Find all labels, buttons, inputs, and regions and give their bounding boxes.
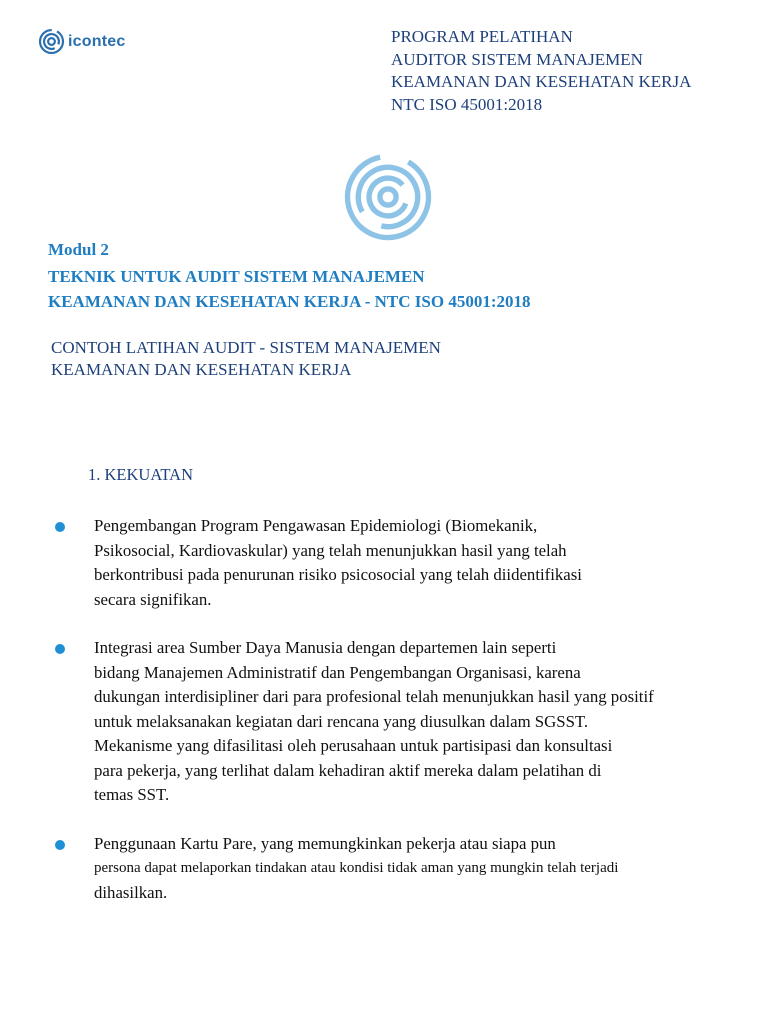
brand-name: icontec <box>68 32 126 50</box>
module-title-line: KEAMANAN DAN KESEHATAN KERJA - NTC ISO 45001:2018 <box>48 291 531 311</box>
module-title <box>48 265 530 314</box>
bullet-text-line: Pengembangan Program Pengawasan Epidemiologi (Biomekanik, <box>94 516 538 535</box>
module-subtitle <box>51 337 441 381</box>
bullet-dot-icon <box>55 522 65 532</box>
bullet-text-line: untuk melaksanakan kegiatan dari rencana yang diusulkan dalam SGSST. <box>94 711 589 731</box>
module-title-line: TEKNIK UNTUK AUDIT SISTEM MANAJEMEN <box>48 267 425 286</box>
bullet-text-line: persona dapat melaporkan tindakan atau kondisi tidak aman yang mungkin telah terjadi <box>94 860 619 876</box>
module-number: Modul 2 <box>48 240 109 259</box>
bullet-text-line: Integrasi area Sumber Daya Manusia dengan departemen lain seperti <box>94 638 557 657</box>
icontec-emblem-icon <box>343 152 433 242</box>
bullet-dot-icon <box>55 644 65 654</box>
program-line: PROGRAM PELATIHAN <box>391 27 573 46</box>
list-item <box>55 636 735 808</box>
list-item <box>55 832 735 906</box>
bullet-text-line: para pekerja, yang terlihat dalam kehadiran aktif mereka dalam pelatihan di <box>94 760 602 780</box>
bullet-text-line: temas SST. <box>94 785 170 804</box>
section-heading: 1. KEKUATAN <box>88 465 194 484</box>
icontec-logo <box>38 28 125 55</box>
bullet-text-line: berkontribusi pada penurunan risiko psicosocial yang telah diidentifikasi <box>94 565 582 584</box>
icontec-logo-icon <box>38 28 65 55</box>
bullet-text-line: Mekanisme yang difasilitasi oleh perusahaan untuk partisipasi dan konsultasi <box>94 736 613 755</box>
program-line: AUDITOR SISTEM MANAJEMEN <box>391 49 643 69</box>
bullet-text-line: dukungan interdisipliner dari para profesional telah menunjukkan hasil yang positif <box>94 687 654 706</box>
list-item <box>55 514 735 612</box>
subtitle-line: KEAMANAN DAN KESEHATAN KERJA <box>51 360 352 379</box>
bullet-text-line: dihasilkan. <box>94 882 168 902</box>
program-line: NTC ISO 45001:2018 <box>391 94 543 114</box>
bullet-text-line: Penggunaan Kartu Pare, yang memungkinkan pekerja atau siapa pun <box>94 833 556 853</box>
bullet-text-line: bidang Manajemen Administratif dan Pengembangan Organisasi, karena <box>94 662 581 682</box>
program-title <box>391 26 691 116</box>
bullet-text-line: secara signifikan. <box>94 589 212 609</box>
bullet-dot-icon <box>55 840 65 850</box>
subtitle-line: CONTOH LATIHAN AUDIT - SISTEM MANAJEMEN <box>51 338 441 357</box>
program-line: KEAMANAN DAN KESEHATAN KERJA <box>391 72 692 91</box>
bullet-list <box>55 514 735 905</box>
bullet-text-line: Psikosocial, Kardiovaskular) yang telah menunjukkan hasil yang telah <box>94 540 567 560</box>
